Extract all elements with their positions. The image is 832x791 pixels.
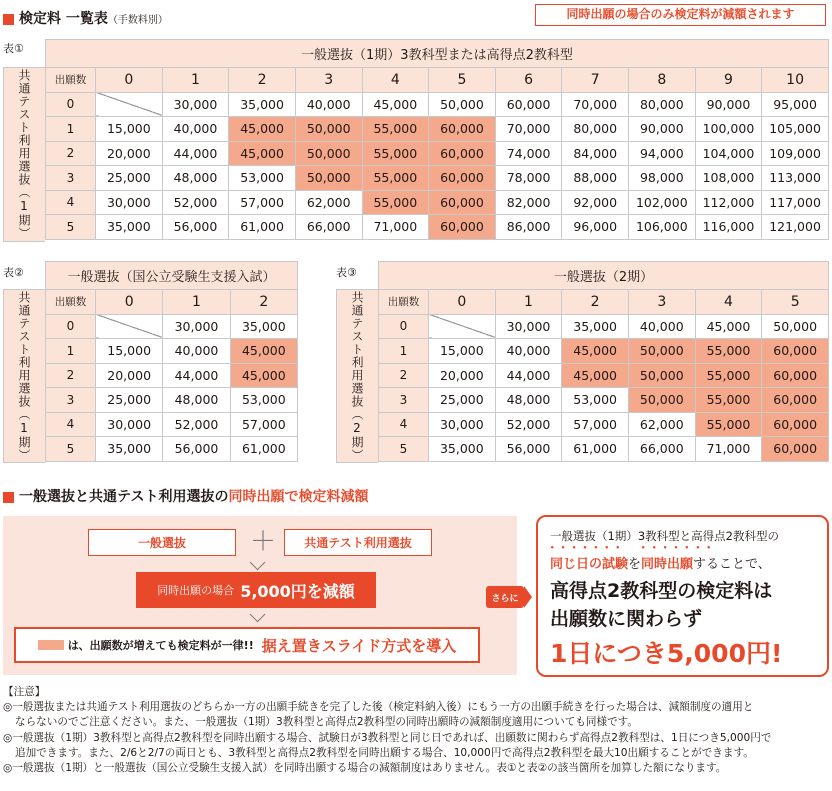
table2-row-header: 5	[46, 437, 96, 462]
table3-cell: 55,000	[695, 388, 762, 413]
table2-cell: 40,000	[163, 339, 230, 364]
table1-cell: 50,000	[295, 117, 362, 142]
table3-cell: 55,000	[695, 363, 762, 388]
table3-cell: 60,000	[762, 339, 829, 364]
table1-cell: 15,000	[96, 117, 163, 142]
table3-cell: 61,000	[562, 437, 629, 462]
table1-cell: 104,000	[695, 141, 762, 166]
table3-cell: 50,000	[628, 339, 695, 364]
slide-method-box: は、出願数が増えても検定料が一律!! 据え置きスライド方式を導入	[14, 627, 480, 663]
section-marker	[3, 14, 14, 25]
table1-cell: 61,000	[229, 215, 296, 240]
table1-col-header: 10	[762, 68, 829, 93]
table2-row	[46, 412, 298, 437]
table2-fee-grid	[45, 261, 298, 462]
table1-cell: 60,000	[429, 190, 496, 215]
table3-cell: 50,000	[628, 388, 695, 413]
table1-cell: 82,000	[495, 190, 562, 215]
table1-cell: 60,000	[429, 117, 496, 142]
table3-cell: 60,000	[762, 412, 829, 437]
table1-row	[46, 141, 829, 166]
table3-row	[379, 314, 829, 339]
table2-cell: 53,000	[230, 388, 297, 413]
table3-cell: 45,000	[562, 339, 629, 364]
table1-row	[46, 92, 829, 117]
note-2-cont: 追加できます。また、2/6と2/7の両日とも、3教科型と高得点2教科型を同時出願する場合、10,000円で高得点2教科型を最大10出願することができます。	[15, 746, 754, 759]
benefit-line2: • • • 同じ日の試験を• • • 同時出願することで、	[550, 553, 771, 572]
table1-row	[46, 190, 829, 215]
table1-cell	[96, 92, 163, 117]
table3-label: 表③	[336, 266, 357, 279]
table3-cell: 56,000	[495, 437, 562, 462]
table2-cell: 25,000	[96, 388, 163, 413]
highlight-swatch	[38, 640, 64, 650]
table1-col-header: 9	[695, 68, 762, 93]
notice-badge: 同時出願の場合のみ検定料が減額されます	[535, 4, 826, 26]
table1-cell: 84,000	[562, 141, 629, 166]
table2-cell: 30,000	[96, 412, 163, 437]
table2-row	[46, 437, 298, 462]
table1-col-header: 7	[562, 68, 629, 93]
table3-cell: 60,000	[762, 388, 829, 413]
table1-row-header: 5	[46, 215, 96, 240]
table1-cell: 117,000	[762, 190, 829, 215]
table1-cell: 71,000	[362, 215, 429, 240]
table1-row-header: 4	[46, 190, 96, 215]
table3-cell: 40,000	[495, 339, 562, 364]
table3-cell: 40,000	[628, 314, 695, 339]
table3-col-header: 4	[695, 290, 762, 315]
table3-cell: 45,000	[562, 363, 629, 388]
table3-row-header: 3	[379, 388, 429, 413]
table2-row	[46, 314, 298, 339]
benefit-line3: 高得点2教科型の検定料は	[550, 580, 773, 602]
table2-col-header: 1	[163, 290, 230, 315]
table1-cell: 113,000	[762, 166, 829, 191]
table3-col-header: 0	[429, 290, 496, 315]
table1-cell: 92,000	[562, 190, 629, 215]
plus-sign: ＋	[250, 527, 277, 557]
section2-marker	[3, 492, 14, 503]
note-1: ◎一般選抜または共通テスト利用選抜のどちらか一方の出願手続きを完了した後（検定料納入後）にもう一方の出願手続きを行った場合は、減額制度の適用と	[3, 701, 754, 714]
table1-cell: 55,000	[362, 166, 429, 191]
table1-cell: 50,000	[295, 141, 362, 166]
table1-cell: 60,000	[429, 215, 496, 240]
table1-cell: 30,000	[96, 190, 163, 215]
notes-block	[3, 685, 771, 776]
benefit-line5: 1日につき5,000円!	[550, 639, 783, 668]
table1-row-axis-label: 共通テスト利用選抜（1期）	[3, 67, 45, 242]
table1-row	[46, 215, 829, 240]
table3-cell: 44,000	[495, 363, 562, 388]
table3-cell: 45,000	[695, 314, 762, 339]
table1-cell: 94,000	[629, 141, 696, 166]
table1-row	[46, 166, 829, 191]
table2-col-header: 2	[230, 290, 297, 315]
table3-cell: 71,000	[695, 437, 762, 462]
table3-row	[379, 412, 829, 437]
table1-cell: 56,000	[162, 215, 229, 240]
table1-cell: 78,000	[495, 166, 562, 191]
common-test-box: 共通テスト利用選抜	[284, 529, 432, 556]
table3-row-header: 0	[379, 314, 429, 339]
table1-col-header: 3	[295, 68, 362, 93]
table2-cell: 45,000	[230, 363, 297, 388]
table3-cell: 50,000	[762, 314, 829, 339]
general-exam-box: 一般選抜	[88, 529, 236, 556]
table1-caption: 一般選抜（1期）3教科型または高得点2教科型	[46, 40, 829, 68]
table3-row	[379, 437, 829, 462]
table3-cell: 20,000	[429, 363, 496, 388]
table2-row-header: 3	[46, 388, 96, 413]
table1-cell: 116,000	[695, 215, 762, 240]
table1-cell: 112,000	[695, 190, 762, 215]
table2-label: 表②	[3, 266, 24, 279]
table1-cell: 60,000	[429, 166, 496, 191]
table2-cell: 20,000	[96, 363, 163, 388]
table1-cell: 106,000	[629, 215, 696, 240]
table1-cell: 25,000	[96, 166, 163, 191]
table2-corner-label: 出願数	[46, 290, 96, 315]
table3-cell: 62,000	[628, 412, 695, 437]
table1-cell: 30,000	[162, 92, 229, 117]
table1-cell: 53,000	[229, 166, 296, 191]
table1-cell: 45,000	[362, 92, 429, 117]
table1-col-header: 4	[362, 68, 429, 93]
table3-cell: 15,000	[429, 339, 496, 364]
table1-cell: 109,000	[762, 141, 829, 166]
table3-row-header: 1	[379, 339, 429, 364]
table1-fee-grid	[45, 39, 829, 240]
table1-cell: 48,000	[162, 166, 229, 191]
table1-cell: 57,000	[229, 190, 296, 215]
furthermore-arrow: さらに	[486, 586, 524, 608]
table1-row-header: 2	[46, 141, 96, 166]
table2-cell: 35,000	[230, 314, 297, 339]
table2-col-header: 0	[96, 290, 163, 315]
table1-cell: 86,000	[495, 215, 562, 240]
table2-row	[46, 339, 298, 364]
table2-cell: 52,000	[163, 412, 230, 437]
table3-row	[379, 339, 829, 364]
notes-heading: 【注意】	[3, 686, 46, 698]
table1-cell: 35,000	[229, 92, 296, 117]
table1-cell: 55,000	[362, 141, 429, 166]
table3-cell: 50,000	[628, 363, 695, 388]
table1-cell: 98,000	[629, 166, 696, 191]
table3-cell: 53,000	[562, 388, 629, 413]
table3-row-header: 4	[379, 412, 429, 437]
table3-cell: 55,000	[695, 412, 762, 437]
table1-cell: 95,000	[762, 92, 829, 117]
table3-cell: 57,000	[562, 412, 629, 437]
note-2: ◎一般選抜（1期）3教科型と高得点2教科型を同時出願する場合、試験日が3教科型と同じ日であれば、出願数に関わらず高得点2教科型は、1日につき5,000円で	[3, 731, 772, 744]
table1-row-header: 3	[46, 166, 96, 191]
table1-col-header: 2	[229, 68, 296, 93]
note-3: ◎一般選抜（1期）と一般選抜（国公立受験生支援入試）を同時出願する場合の減額制度はありません。表①と表②の該当箇所を加算した額になります。	[3, 762, 727, 775]
table1-cell: 66,000	[295, 215, 362, 240]
table1-row-header: 0	[46, 92, 96, 117]
benefit-line1: 一般選抜（1期）3教科型と高得点2教科型の	[550, 529, 779, 543]
table1-cell: 62,000	[295, 190, 362, 215]
table1-corner-label: 出願数	[46, 68, 96, 93]
table1-cell: 40,000	[295, 92, 362, 117]
section2-title: 一般選抜と共通テスト利用選抜の同時出願で検定料減額	[19, 489, 369, 505]
table2-row-header: 4	[46, 412, 96, 437]
table1-cell: 96,000	[562, 215, 629, 240]
note-1-cont: ならないのでご注意ください。また、一般選抜（1期）3教科型と高得点2教科型の同時出願時の減額制度適用についても同様です。	[15, 716, 638, 729]
table1-cell: 55,000	[362, 117, 429, 142]
table3-cell: 60,000	[762, 363, 829, 388]
table2-cell: 48,000	[163, 388, 230, 413]
table1-cell: 80,000	[562, 117, 629, 142]
table3-row	[379, 363, 829, 388]
table3-cell: 66,000	[628, 437, 695, 462]
table1-row	[46, 117, 829, 142]
table2-cell: 61,000	[230, 437, 297, 462]
table1-cell: 50,000	[295, 166, 362, 191]
table1-col-header: 0	[96, 68, 163, 93]
table3-col-header: 3	[628, 290, 695, 315]
table2-cell: 45,000	[230, 339, 297, 364]
table3-row	[379, 388, 829, 413]
table2-row-header: 1	[46, 339, 96, 364]
table1-cell: 60,000	[429, 141, 496, 166]
table3-cell: 35,000	[562, 314, 629, 339]
table2-cell: 35,000	[96, 437, 163, 462]
table2-cell: 15,000	[96, 339, 163, 364]
table1-cell: 45,000	[229, 117, 296, 142]
table3-corner-label: 出願数	[379, 290, 429, 315]
table1-cell: 35,000	[96, 215, 163, 240]
table2-row	[46, 388, 298, 413]
table1-cell: 40,000	[162, 117, 229, 142]
table3-cell: 52,000	[495, 412, 562, 437]
table3-col-header: 2	[562, 290, 629, 315]
table3-cell: 30,000	[429, 412, 496, 437]
discount-box: 同時出願の場合 5,000円を減額	[136, 572, 376, 608]
table1-col-header: 6	[495, 68, 562, 93]
table3-cell	[429, 314, 496, 339]
table3-col-header: 5	[762, 290, 829, 315]
table1-cell: 74,000	[495, 141, 562, 166]
table3-caption: 一般選抜（2期）	[379, 262, 829, 290]
table1-cell: 20,000	[96, 141, 163, 166]
table2-row-header: 2	[46, 363, 96, 388]
table1-cell: 88,000	[562, 166, 629, 191]
table1-cell: 108,000	[695, 166, 762, 191]
table1-row-header: 1	[46, 117, 96, 142]
benefit-line4: 出願数に関わらず	[550, 608, 703, 630]
table1-cell: 121,000	[762, 215, 829, 240]
table3-cell: 35,000	[429, 437, 496, 462]
table1-cell: 100,000	[695, 117, 762, 142]
table1-cell: 90,000	[695, 92, 762, 117]
table3-row-header: 5	[379, 437, 429, 462]
table2-cell: 57,000	[230, 412, 297, 437]
table2-cell	[96, 314, 163, 339]
table1-cell: 70,000	[495, 117, 562, 142]
table1-cell: 60,000	[495, 92, 562, 117]
table3-cell: 55,000	[695, 339, 762, 364]
table3-col-header: 1	[495, 290, 562, 315]
table1-cell: 45,000	[229, 141, 296, 166]
table1-cell: 52,000	[162, 190, 229, 215]
table2-row-header: 0	[46, 314, 96, 339]
table3-cell: 30,000	[495, 314, 562, 339]
table1-col-header: 1	[162, 68, 229, 93]
table1-cell: 105,000	[762, 117, 829, 142]
table1-cell: 80,000	[629, 92, 696, 117]
table1-label: 表①	[3, 42, 24, 55]
table2-cell: 56,000	[163, 437, 230, 462]
table1-cell: 50,000	[429, 92, 496, 117]
table2-row	[46, 363, 298, 388]
arrow-tip-icon	[524, 586, 532, 608]
table1-cell: 102,000	[629, 190, 696, 215]
table1-col-header: 5	[429, 68, 496, 93]
table2-row-axis-label: 共通テスト利用選抜（1期）	[3, 289, 45, 463]
table3-row-axis-label: 共通テスト利用選抜（2期）	[336, 289, 378, 463]
table1-cell: 55,000	[362, 190, 429, 215]
table3-fee-grid	[378, 261, 829, 462]
table1-cell: 44,000	[162, 141, 229, 166]
table2-cell: 44,000	[163, 363, 230, 388]
table3-cell: 48,000	[495, 388, 562, 413]
table3-cell: 25,000	[429, 388, 496, 413]
table3-cell: 60,000	[762, 437, 829, 462]
table1-col-header: 8	[629, 68, 696, 93]
table2-caption: 一般選抜（国公立受験生支援入試）	[46, 262, 298, 290]
table3-row-header: 2	[379, 363, 429, 388]
table1-cell: 70,000	[562, 92, 629, 117]
page-title: 検定料 一覧表（手数料別）	[19, 11, 168, 27]
table2-cell: 30,000	[163, 314, 230, 339]
table1-cell: 90,000	[629, 117, 696, 142]
